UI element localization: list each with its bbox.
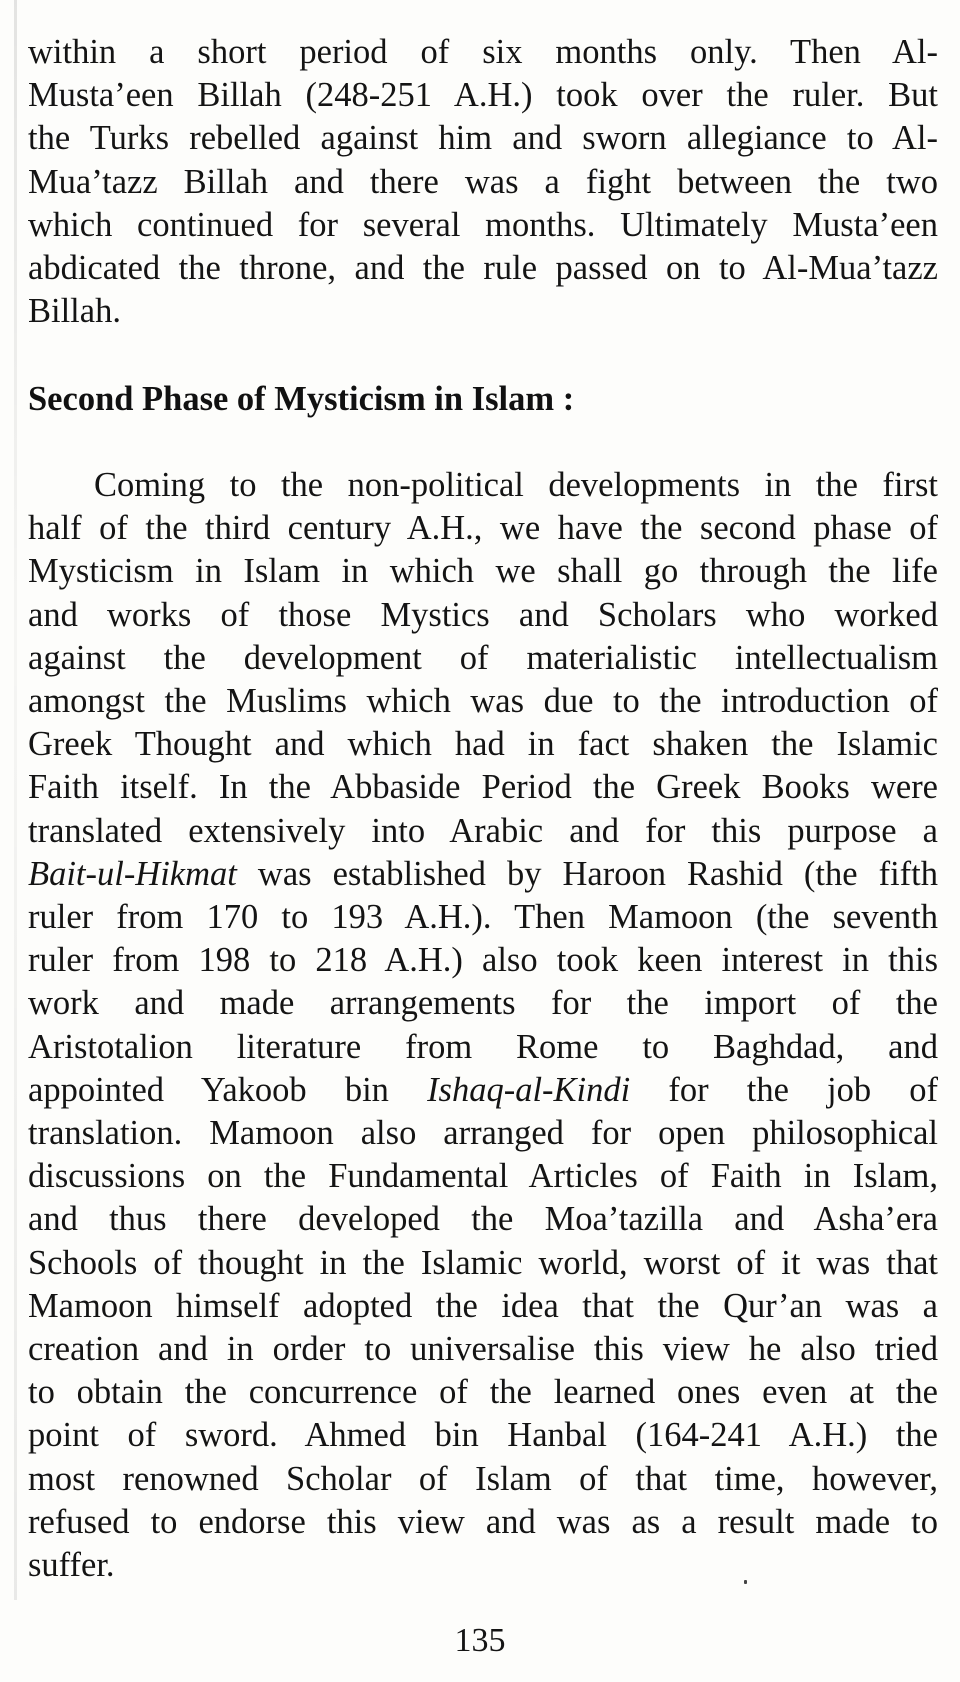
text-line: Mua’tazz Billah and there was a fight between the two: [28, 162, 938, 201]
text-line: most renowned Scholar of Islam of that time, however,: [28, 1459, 938, 1498]
text-line: ruler from 170 to 193 A.H.). Then Mamoon (the seventh: [28, 898, 938, 937]
text-line: refused to endorse this view and was as a result made to: [28, 1502, 938, 1541]
text-line: ruler from 198 to 218 A.H.) also took keen interest in this: [28, 941, 938, 980]
text-line: suffer.: [28, 1546, 115, 1585]
text-line: half of the third century A.H., we have the second phase of: [28, 509, 938, 548]
text-line: Musta’een Billah (248-251 A.H.) took over the ruler. But: [28, 76, 938, 115]
text-line: Mysticism in Islam in which we shall go through the life: [28, 552, 938, 591]
text-line: against the development of materialistic intellectualism: [28, 638, 938, 677]
text-line: amongst the Muslims which was due to the introduction of: [28, 682, 938, 721]
text-run: appointed Yakoob bin: [28, 1070, 428, 1109]
text-line: discussions on the Fundamental Articles of Faith in Islam,: [28, 1157, 938, 1196]
text-line: Schools of thought in the Islamic world, worst of it was that: [28, 1243, 938, 1282]
text-line: point of sword. Ahmed bin Hanbal (164-241 A.H.) the: [28, 1416, 938, 1455]
section-heading: Second Phase of Mysticism in Islam :: [28, 380, 575, 418]
text-line: Faith itself. In the Abbaside Period the Greek Books were: [28, 768, 938, 807]
text-line: work and made arrangements for the import of the: [28, 984, 938, 1023]
text-line: and thus there developed the Moa’tazilla and Asha’era: [28, 1200, 938, 1239]
page-number: 135: [454, 1622, 506, 1659]
text-line: Mamoon himself adopted the idea that the Qur’an was a: [28, 1286, 938, 1325]
text-line: which continued for several months. Ultimately Musta’een: [28, 205, 938, 244]
scan-shadow-edge: [14, 0, 17, 1600]
paragraph-main: [28, 464, 938, 1587]
text-line: [28, 853, 938, 896]
text-line: Aristotalion literature from Rome to Baghdad, and: [28, 1027, 938, 1066]
text-line: creation and in order to universalise this view he also tried: [28, 1330, 938, 1369]
text-line: and works of those Mystics and Scholars who worked: [28, 595, 938, 634]
text-line: [28, 1069, 938, 1112]
text-run: was established by Haroon Rashid (the fifth: [236, 854, 938, 893]
text-line: within a short period of six months only. Then Al-: [28, 33, 938, 71]
paragraph-intro: [28, 31, 938, 333]
text-line: abdicated the throne, and the rule passed on to Al-Mua’tazz: [28, 249, 938, 288]
text-line: to obtain the concurrence of the learned ones even at the: [28, 1373, 938, 1412]
text-line: translation. Mamoon also arranged for open philosophical: [28, 1114, 938, 1153]
ink-speck: [744, 1580, 747, 1584]
text-line: Coming to the non-political developments in the first: [94, 466, 938, 504]
italic-term: Ishaq-al-Kindi: [427, 1070, 631, 1109]
text-run: for the job of: [630, 1070, 939, 1109]
text-line: Greek Thought and which had in fact shaken the Islamic: [28, 725, 938, 764]
italic-term: Bait-ul-Hikmat: [28, 854, 237, 893]
text-line: translated extensively into Arabic and for this purpose a: [28, 811, 938, 850]
text-line: Billah.: [28, 292, 121, 331]
text-line: the Turks rebelled against him and sworn allegiance to Al-: [28, 119, 938, 158]
